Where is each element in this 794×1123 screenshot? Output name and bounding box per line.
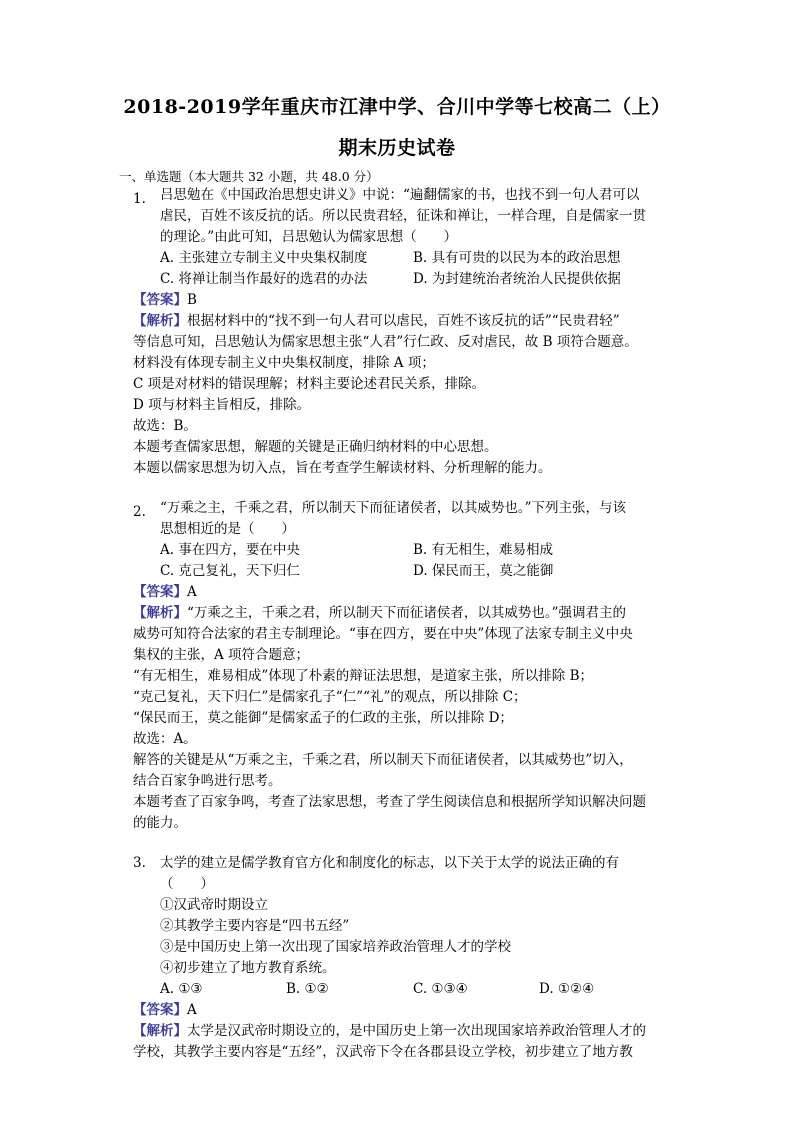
answer-line (133, 290, 197, 310)
analysis-line: C 项是对材料的错误理解；材料主要论述君民关系，排除。 (133, 376, 486, 392)
section-heading: 一、单选题（本大题共 32 小题，共 48.0 分） (119, 169, 379, 184)
option-a: A. ①③ (160, 981, 203, 997)
analysis-line: 故选：A。 (133, 731, 197, 747)
question-stem-line: 吕思勉在《中国政治思想史讲义》中说：“遍翻儒家的书，也找不到一句人君可以 (160, 187, 640, 203)
answer-line (133, 582, 197, 602)
answer-value: B (187, 292, 197, 308)
question-stem-line: ②其教学主要内容是“四书五经” (160, 918, 350, 934)
question-stem-line: ③是中国历史上第一次出现了国家培养政治管理人才的学校 (160, 939, 511, 955)
question-stem-line: 虐民，百姓不该反抗的话。所以民贵君轻，征诛和禅让，一样合理，自是儒家一贯 (160, 208, 646, 224)
option-d: D. ①②④ (539, 981, 595, 997)
option-b: B. 具有可贵的以民为本的政治思想 (413, 250, 621, 266)
analysis-line: 威势可知符合法家的君主专制理论。“事在四方，要在中央”体现了法家专制主义中央 (133, 626, 633, 642)
analysis-line: “有无相生，难易相成”体现了朴素的辩证法思想，是道家主张，所以排除 B； (133, 668, 594, 684)
question-stem-line: （ ） (160, 876, 214, 892)
analysis-line: 的能力。 (133, 815, 187, 831)
analysis-line: “保民而王，莫之能御”是儒家孟子的仁政的主张，所以排除 D； (133, 710, 513, 726)
question-stem-line: ①汉武帝时期设立 (160, 897, 268, 913)
question-stem-line: 太学的建立是儒学教育官方化和制度化的标志，以下关于太学的说法正确的有 (160, 855, 619, 871)
analysis-line: “克己复礼，天下归仁”是儒家孔子“仁”“礼”的观点，所以排除 C； (133, 689, 527, 705)
analysis-text: “万乘之主，千乘之君，所以制天下而征诸侯者，以其威势也。”强调君主的 (187, 605, 627, 621)
analysis-tag: 【解析】 (133, 605, 187, 621)
analysis-line: 本题以儒家思想为切入点，旨在考查学生解读材料、分析理解的能力。 (133, 460, 552, 476)
analysis-line: 本题考查儒家思想，解题的关键是正确归纳材料的中心思想。 (133, 439, 498, 455)
analysis-line: 本题考查了百家争鸣，考查了法家思想，考查了学生阅读信息和根据所学知识解决问题 (133, 794, 646, 810)
analysis-tag: 【解析】 (133, 1023, 187, 1039)
analysis-line: 解答的关键是从“万乘之主，千乘之君，所以制天下而征诸侯者，以其威势也”切入， (133, 752, 633, 768)
analysis-line: D 项与材料主旨相反，排除。 (133, 397, 311, 413)
question-stem-line: 思想相近的是（ ） (160, 521, 295, 537)
analysis-line: 故选：B。 (133, 418, 197, 434)
question-number: 3. (133, 855, 146, 871)
analysis-line: 等信息可知，吕思勉认为儒家思想主张“人君”行仁政、反对虐民，故 B 项符合题意。 (133, 334, 638, 350)
answer-value: A (187, 1002, 197, 1018)
question-number: 2. (133, 504, 146, 520)
option-a: A. 主张建立专制主义中央集权制度 (160, 250, 368, 266)
exam-title-line2: 期末历史试卷 (338, 137, 456, 159)
answer-tag: 【答案】 (133, 292, 187, 308)
answer-tag: 【答案】 (133, 584, 187, 600)
analysis-line (133, 1021, 646, 1041)
question-stem-line: “万乘之主，千乘之君，所以制天下而征诸侯者，以其威势也。”下列主张，与该 (160, 500, 627, 516)
analysis-line (133, 311, 620, 331)
option-c: C. 将禅让制当作最好的选君的办法 (160, 271, 368, 287)
option-d: D. 为封建统治者统治人民提供依据 (413, 271, 621, 287)
question-stem-line: 的理论。”由此可知，吕思勉认为儒家思想（ ） (160, 229, 458, 245)
analysis-line (133, 603, 626, 623)
analysis-tag: 【解析】 (133, 313, 187, 329)
option-d: D. 保民而王，莫之能御 (413, 563, 554, 579)
analysis-line: 学校，其教学主要内容是“五经”，汉武帝下令在各郡县设立学校，初步建立了地方教 (133, 1044, 633, 1060)
analysis-line: 集权的主张，A 项符合题意； (133, 647, 310, 663)
option-c: C. ①③④ (413, 981, 468, 997)
analysis-text: 根据材料中的“找不到一句人君可以虐民，百姓不该反抗的话”“民贵君轻” (187, 313, 620, 329)
answer-line (133, 1000, 197, 1020)
option-b: B. ①② (286, 981, 329, 997)
option-b: B. 有无相生，难易相成 (413, 542, 554, 558)
option-a: A. 事在四方，要在中央 (160, 542, 300, 558)
answer-tag: 【答案】 (133, 1002, 187, 1018)
exam-title-line1: 2018-2019学年重庆市江津中学、合川中学等七校高二（上） (123, 96, 671, 118)
question-stem-line: ④初步建立了地方教育系统。 (160, 960, 336, 976)
answer-value: A (187, 584, 197, 600)
question-number: 1. (133, 191, 146, 207)
option-c: C. 克己复礼，天下归仁 (160, 563, 300, 579)
analysis-line: 结合百家争鸣进行思考。 (133, 773, 282, 789)
analysis-line: 材料没有体现专制主义中央集权制度，排除 A 项； (133, 355, 435, 371)
analysis-text: 太学是汉武帝时期设立的，是中国历史上第一次出现国家培养政治管理人才的 (187, 1023, 646, 1039)
